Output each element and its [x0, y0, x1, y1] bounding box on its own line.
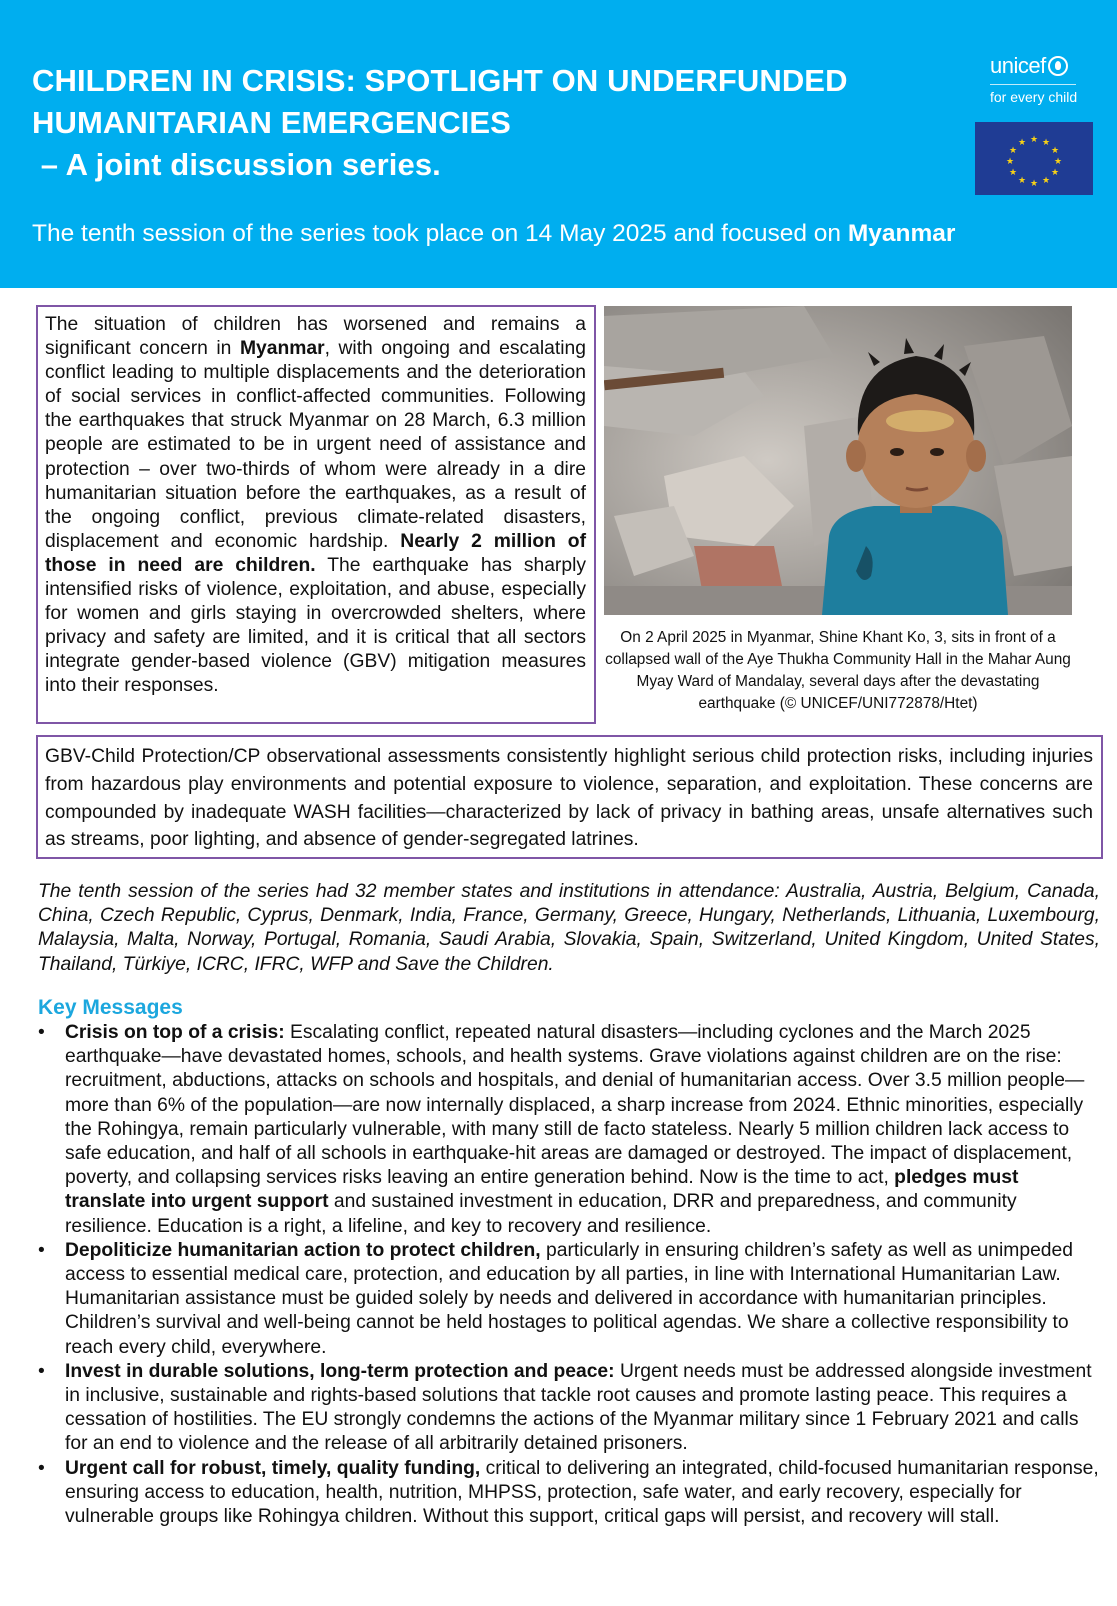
intro-summary-box	[36, 305, 596, 724]
bullet-icon: •	[38, 1239, 45, 1261]
title-line-3: – A joint discussion series.	[32, 147, 441, 182]
intro-children-bold: Nearly 2 million of those in need are children.	[45, 530, 587, 576]
key-message-title: Urgent call for robust, timely, quality funding,	[65, 1457, 481, 1479]
svg-text:★: ★	[1017, 176, 1027, 186]
svg-text:★: ★	[1008, 146, 1018, 156]
svg-text:★: ★	[1041, 138, 1051, 148]
intro-country-bold: Myanmar	[239, 338, 325, 360]
key-message-title: Crisis on top of a crisis:	[65, 1022, 285, 1043]
bullet-icon: •	[38, 1360, 45, 1382]
unicef-wordmark: unicef	[990, 53, 1046, 78]
logo-divider	[990, 84, 1076, 85]
intro-text-2: , with ongoing and escalating conflict leading to multiple displacements and the deterioration of social services in conflict-affected communities. Following the earthquakes that struck Myanmar on 28 March, 6.3 million people are estimated to be in urgent need of assistance and protection – over two-thirds of whom were already in a dire humanitarian situation before the earthquakes, as a result of the ongoing conflict, previous climate-related disasters, displacement and economic hardship.	[45, 338, 586, 552]
session-subtitle	[32, 219, 955, 249]
unicef-logo	[990, 54, 1080, 106]
key-message-title: Depoliticize humanitarian action to protect children,	[65, 1239, 541, 1261]
key-messages-list	[38, 1021, 1100, 1529]
svg-text:★: ★	[1017, 138, 1027, 148]
key-message-item	[38, 1021, 1100, 1239]
gbv-text: GBV-Child Protection/CP observational assessments consistently highlight serious child protection risks, including injuries from hazardous play environments and potential exposure to violence, separation, and exploitation. These concerns are compounded by inadequate WASH facilities—characterized by lack of privacy in bathing areas, unsafe alternatives such as streams, poor lighting, and absence of gender-segregated latrines.	[45, 746, 1093, 851]
unicef-tagline: for every child	[990, 89, 1078, 105]
svg-text:★: ★	[1050, 146, 1060, 156]
svg-text:★: ★	[1041, 176, 1051, 186]
svg-text:★: ★	[1050, 168, 1060, 178]
intro-text-1: The situation of children has worsened and remains a significant concern in	[45, 314, 586, 360]
title-line-2: HUMANITARIAN EMERGENCIES	[32, 105, 511, 140]
subtitle-country: Myanmar	[847, 220, 956, 247]
header-banner	[0, 0, 1117, 288]
svg-text:★: ★	[1008, 168, 1018, 178]
key-message-item	[38, 1239, 1100, 1360]
key-message-emphasis: pledges must translate into urgent support	[65, 1167, 1019, 1213]
svg-text:★: ★	[1029, 179, 1039, 189]
intro-text-3: The earthquake has sharply intensified risks of violence, exploitation, and abuse, especially for women and girls staying in overcrowded shelters, where privacy and safety are limited, and it is critical that all sectors integrate gender-based violence (GBV) mitigation measures into their responses.	[45, 554, 587, 697]
key-message-title: Invest in durable solutions, long-term protection and peace:	[65, 1360, 615, 1382]
key-messages-heading: Key Messages	[38, 996, 183, 1019]
svg-text:★: ★	[1029, 135, 1039, 145]
svg-text:★: ★	[1053, 157, 1063, 167]
bullet-icon: •	[38, 1457, 45, 1479]
key-message-item	[38, 1457, 1100, 1530]
page-title	[32, 60, 952, 186]
attendance-paragraph: The tenth session of the series had 32 member states and institutions in attendance: Australia, Austria, Belgium, Canada, China, Czech Republic, Cyprus, Denmark, India, France, Germany, Greece, Hungary, Netherlands, Lithuania, Luxembourg, Malaysia, Malta, Norway, Portugal, Romania, Saudi Arabia, Slovakia, Spain, Switzerland, United Kingdom, United States, Thailand, Türkiye, ICRC, IFRC, WFP and Save the Children.	[38, 881, 1100, 975]
photo-caption: On 2 April 2025 in Myanmar, Shine Khant Ko, 3, sits in front of a collapsed wall of the Aye Thukha Community Hall in the Mahar Aung Myay Ward of Mandalay, several days after the devastating earthquake (© UNICEF/UNI772878/Htet)	[605, 629, 1071, 712]
child-photo	[604, 306, 1072, 615]
key-message-text: particularly in ensuring children’s safety as well as unimpeded access to essential medical care, protection, and education by all parties, in line with International Humanitarian Law. Humanitarian assistance must be guided solely by needs and delivered in accordance with humanitarian principles. Children’s survival and well-being cannot be held hostages to political agendas. We share a collective responsibility to reach every child, everywhere.	[65, 1239, 1073, 1358]
key-message-item	[38, 1360, 1100, 1457]
title-line-1: CHILDREN IN CRISIS: SPOTLIGHT ON UNDERFUNDED	[32, 63, 848, 98]
unicef-emblem-icon	[1048, 56, 1068, 76]
key-message-text: and sustained investment in education, DRR and preparedness, and community resilience. Education is a right, a lifeline, and key to recovery and resilience.	[65, 1191, 1017, 1237]
eu-flag-icon	[975, 122, 1093, 195]
svg-text:★: ★	[1005, 157, 1015, 167]
gbv-cp-box	[36, 735, 1103, 859]
key-message-text: Escalating conflict, repeated natural disasters—including cyclones and the March 2025 earthquake—have devastated homes, schools, and health systems. Grave violations against children are on the rise: recruitment, abductions, attacks on schools and hospitals, and denial of humanitarian access. Over 3.5 million people—more than 6% of the population—are now internally displaced, a sharp increase from 2024. Ethnic minorities, especially the Rohingya, remain particularly vulnerable, with many still de facto stateless. Nearly 5 million children lack access to safe education, and half of all schools in earthquake-hit areas are damaged or destroyed. The impact of displacement, poverty, and collapsing services risks leaving an entire generation behind. Now is the time to act,	[65, 1022, 1085, 1189]
subtitle-text: The tenth session of the series took place on 14 May 2025 and focused on	[32, 220, 848, 247]
bullet-icon: •	[38, 1022, 45, 1043]
key-message-text: Urgent needs must be addressed alongside investment in inclusive, sustainable and rights-based solutions that tackle root causes and promote lasting peace. This requires a cessation of hostilities. The EU strongly condemns the actions of the Myanmar military since 1 February 2021 and calls for an end to violence and the release of all arbitrarily detained prisoners.	[65, 1360, 1092, 1455]
key-message-text: critical to delivering an integrated, child-focused humanitarian response, ensuring access to education, health, nutrition, MHPSS, protection, safe water, and early recovery, especially for vulnerable groups like Rohingya children. Without this support, critical gaps will persist, and recovery will stall.	[65, 1457, 1099, 1528]
